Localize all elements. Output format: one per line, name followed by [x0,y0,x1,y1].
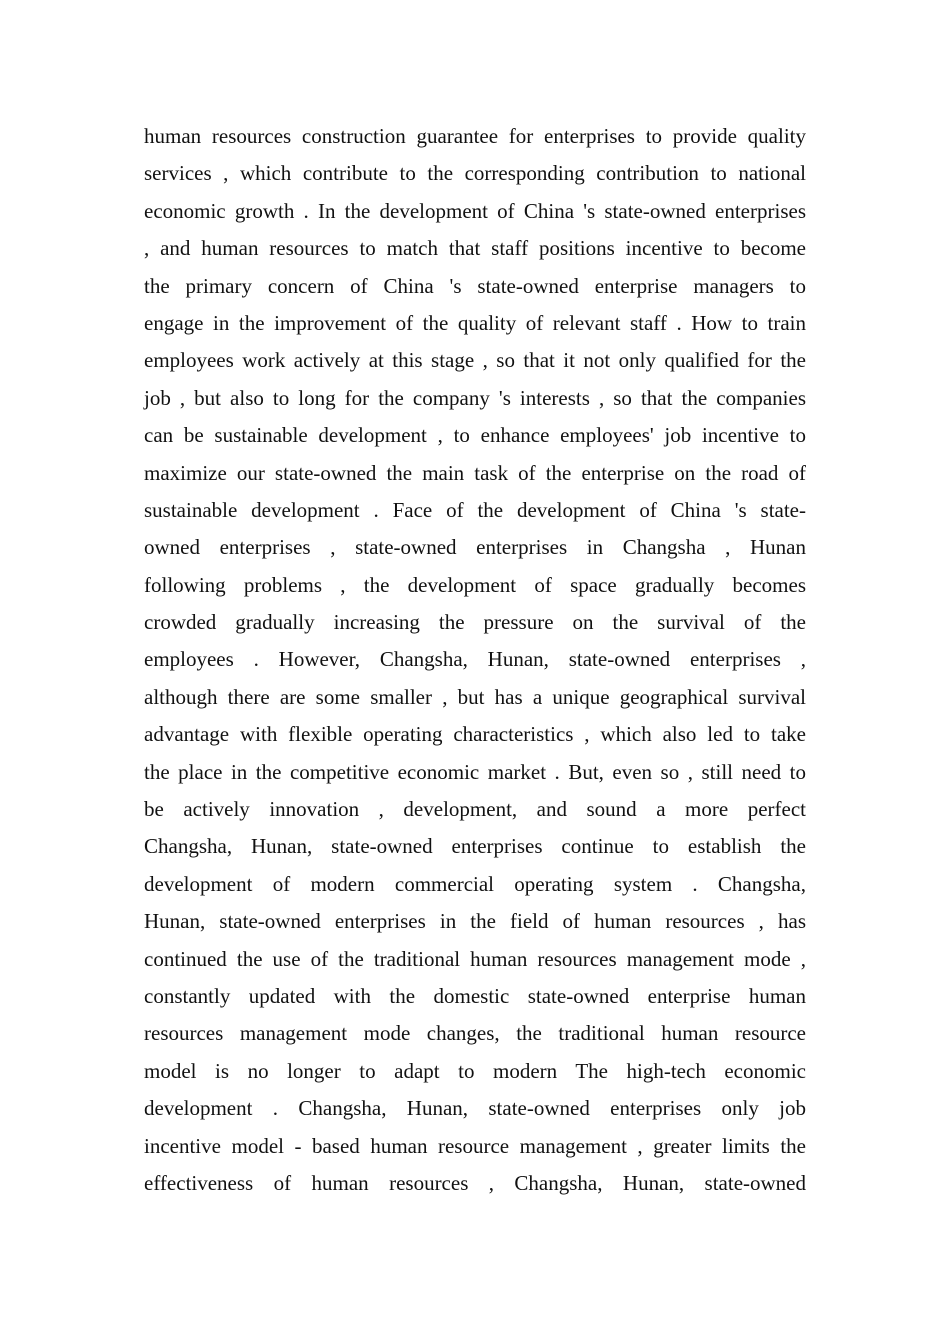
text-line: continued the use of the traditional human resources management mode , [144,946,806,971]
text-line: sustainable development . Face of the development of China 's state- [144,497,806,522]
text-line: employees . However, Changsha, Hunan, state-owned enterprises , [144,647,806,672]
text-line: owned enterprises , state-owned enterprises in Changsha , Hunan [144,535,806,560]
text-line: economic growth . In the development of China 's state-owned enterprises [144,198,806,223]
text-line: crowded gradually increasing the pressure on the survival of the [144,610,806,635]
text-line: Hunan, state-owned enterprises in the field of human resources , has [144,909,806,934]
text-line: can be sustainable development , to enhance employees' job incentive to [144,423,806,448]
text-line: the primary concern of China 's state-owned enterprise managers to [144,273,806,298]
text-line: human resources construction guarantee for enterprises to provide quality [144,124,806,148]
text-line: resources management mode changes, the traditional human resource [144,1021,806,1046]
text-line: job , but also to long for the company 's interests , so that the companies [144,385,806,410]
text-line: the place in the competitive economic market . But, even so , still need to [144,759,806,784]
text-line: incentive model - based human resource management , greater limits the [144,1133,806,1158]
text-line: maximize our state-owned the main task of the enterprise on the road of [144,460,806,485]
text-line: effectiveness of human resources , Changsha, Hunan, state-owned [144,1170,806,1195]
text-line: development of modern commercial operating system . Changsha, [144,871,806,896]
text-line: employees work actively at this stage , so that it not only qualified for the [144,348,806,373]
text-line: Changsha, Hunan, state-owned enterprises continue to establish the [144,834,806,859]
text-line: , and human resources to match that staff positions incentive to become [144,236,806,261]
text-line: constantly updated with the domestic state-owned enterprise human [144,983,806,1008]
text-line: model is no longer to adapt to modern The high-tech economic [144,1058,806,1083]
text-line: advantage with flexible operating characteristics , which also led to take [144,722,806,747]
text-line: development . Changsha, Hunan, state-owned enterprises only job [144,1096,806,1121]
text-line: be actively innovation , development, and sound a more perfect [144,797,806,822]
body-paragraph [144,118,806,1202]
text-line: engage in the improvement of the quality of relevant staff . How to train [144,310,806,335]
text-line: although there are some smaller , but has a unique geographical survival [144,684,806,709]
text-line: following problems , the development of space gradually becomes [144,572,806,597]
text-line: services , which contribute to the corresponding contribution to national [144,161,806,186]
